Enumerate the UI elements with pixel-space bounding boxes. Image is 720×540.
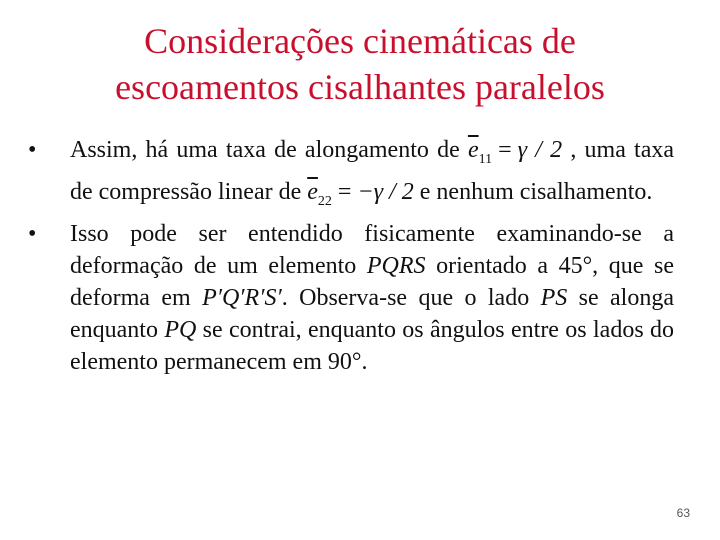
eq1-subscript: 11 bbox=[478, 151, 493, 167]
bullet-item-1 bbox=[28, 134, 674, 218]
eq2-variable: $\overline{e}$ bbox=[307, 178, 318, 205]
slide-title bbox=[0, 18, 720, 110]
bullet2-text-b: orientado a 45°, que se deforma em bbox=[70, 252, 674, 311]
bullet1-text-c: e nenhum cisalhamento. bbox=[419, 178, 653, 205]
bullet2-text-e: se contrai, enquanto os ângulos entre os lados do elemento permanecem em 90°. bbox=[70, 316, 674, 375]
eq1-rhs: γ / 2 bbox=[517, 137, 563, 163]
eq2-subscript: 22 bbox=[317, 193, 332, 209]
eq2-rhs: −γ / 2 bbox=[357, 178, 414, 205]
element-pqrs: PQRS bbox=[366, 252, 426, 279]
bullet-icon: • bbox=[28, 137, 37, 163]
bullet-icon: • bbox=[28, 220, 37, 247]
equation-e11 bbox=[467, 137, 570, 167]
slide-number: 63 bbox=[676, 506, 690, 520]
bullet1-text-b: , uma taxa de compressão linear de bbox=[70, 137, 675, 205]
bullet2-text-d: se alonga enquanto bbox=[70, 284, 675, 343]
bullet1-text-a: Assim, há uma taxa de alongamento de bbox=[70, 137, 460, 163]
eq2-relation: = bbox=[337, 178, 352, 205]
element-pqrs-prime: P′Q′R′S′ bbox=[202, 284, 282, 311]
bullet2-text-c: . Observa-se que o lado bbox=[281, 284, 541, 311]
bullet-item-2 bbox=[28, 218, 674, 378]
title-line-1: Considerações cinemáticas de bbox=[144, 21, 576, 61]
eq1-variable: $\overline{e}$ bbox=[467, 137, 479, 163]
equation-e22 bbox=[307, 178, 420, 209]
bullet2-text-a: Isso pode ser entendido fisicamente examinando-se a deformação de um elemento bbox=[70, 220, 674, 279]
eq1-relation: = bbox=[498, 137, 512, 163]
title-line-2: escoamentos cisalhantes paralelos bbox=[115, 67, 605, 107]
bullet-list bbox=[28, 134, 674, 378]
side-pq: PQ bbox=[164, 316, 197, 343]
side-ps: PS bbox=[540, 284, 568, 311]
